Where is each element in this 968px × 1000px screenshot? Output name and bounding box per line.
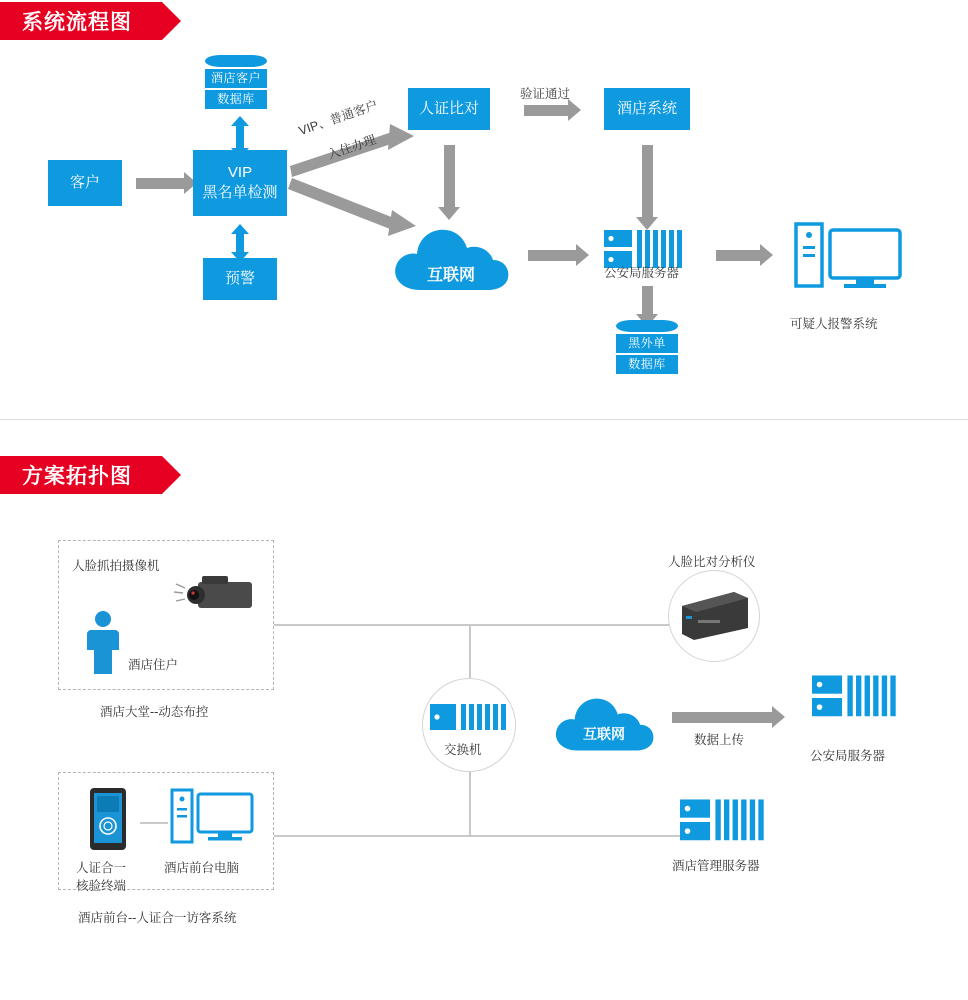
hotel-management-server-icon <box>680 796 768 848</box>
label-checkin-text: 入住办理 <box>325 132 378 163</box>
arrow-db-to-vip <box>236 126 244 148</box>
line-switch-to-hotel-server <box>469 835 689 837</box>
label-verify-pass-text: 验证通过 <box>520 87 571 101</box>
node-customer-label: 客户 <box>69 174 100 191</box>
section-banner-flow <box>0 2 162 40</box>
section-divider <box>0 419 968 420</box>
db-black-row1: 黑外单 <box>616 334 678 353</box>
arrow-verify-to-hotel-system <box>524 105 568 116</box>
face-analyzer-icon <box>678 592 750 642</box>
label-data-upload <box>694 730 744 748</box>
arrow-police-to-blacklist-db <box>642 286 653 314</box>
label-verify-pass <box>520 84 570 102</box>
label-face-analyzer-text: 人脸比对分析仪 <box>668 555 756 569</box>
front-desk-pc-icon <box>170 788 254 850</box>
section-banner-flow-label: 系统流程图 <box>22 11 132 34</box>
label-data-upload-text: 数据上传 <box>694 733 745 747</box>
label-id-terminal-line1: 人证合一 <box>76 861 127 875</box>
node-vip-label-2: 黑名单检测 <box>202 184 278 201</box>
label-alarm-system <box>790 314 878 332</box>
label-face-capture-camera-text: 人脸抓拍摄像机 <box>72 559 160 573</box>
section-banner-topology <box>0 456 162 494</box>
label-hotel-management-server-text: 酒店管理服务器 <box>672 859 760 873</box>
topology-internet-label: 互联网 <box>583 726 625 742</box>
label-topology-police-server <box>810 746 885 764</box>
hotel-customer-database <box>205 55 267 109</box>
label-lobby-caption-text: 酒店大堂--动态布控 <box>100 705 209 719</box>
node-vip-blacklist <box>193 150 287 216</box>
label-vip-normal-guest-text: VIP、普通客户 <box>296 97 380 139</box>
node-customer <box>48 160 122 206</box>
internet-cloud-label: 互联网 <box>426 267 475 284</box>
topology-police-server-icon <box>812 672 900 724</box>
arrow-hotel-system-to-police <box>642 145 653 217</box>
node-warning-label: 预警 <box>224 270 255 287</box>
label-lobby-caption <box>100 702 208 720</box>
camera-icon <box>172 570 264 622</box>
arrow-vip-to-warning <box>236 234 244 252</box>
hotel-resident-person-icon <box>82 610 128 676</box>
arrow-data-upload <box>672 712 772 723</box>
label-front-desk-caption-text: 酒店前台--人证合一访客系统 <box>78 911 237 925</box>
node-id-verification <box>408 88 490 130</box>
label-police-server <box>604 263 679 281</box>
label-id-terminal-line2: 核验终端 <box>76 879 127 893</box>
internet-cloud-icon <box>390 222 512 294</box>
label-hotel-resident-text: 酒店住户 <box>128 658 179 672</box>
label-hotel-resident <box>128 655 178 673</box>
arrow-verify-to-internet <box>444 145 455 207</box>
section-banner-topology-label: 方案拓扑图 <box>22 465 132 488</box>
label-hotel-management-server <box>672 856 760 874</box>
arrow-customer-to-vip <box>136 178 184 189</box>
db-black-row2: 数据库 <box>616 355 678 374</box>
label-police-server-text: 公安局服务器 <box>604 266 680 280</box>
db-hotel-row2: 数据库 <box>205 90 267 109</box>
label-topology-police-server-text: 公安局服务器 <box>810 749 886 763</box>
line-switch-to-analyzer <box>469 624 674 626</box>
id-verification-terminal-icon <box>86 788 130 854</box>
node-hotel-system <box>604 88 690 130</box>
line-terminal-to-pc <box>140 822 168 824</box>
switch-icon <box>430 700 508 734</box>
topology-internet-cloud-icon <box>551 692 657 754</box>
node-id-verification-label: 人证比对 <box>418 100 479 117</box>
db-hotel-row1: 酒店客户 <box>205 69 267 88</box>
label-face-capture-camera <box>72 556 160 574</box>
database-cap-icon <box>205 55 267 67</box>
arrow-police-to-alarm <box>716 250 760 261</box>
arrow-internet-to-police <box>528 250 576 261</box>
label-front-desk-caption <box>78 908 236 926</box>
label-alarm-system-text: 可疑人报警系统 <box>790 317 878 331</box>
label-switch <box>444 740 482 758</box>
line-frontdesk-to-switch <box>274 835 470 837</box>
label-switch-text: 交换机 <box>444 743 482 757</box>
blacklist-database <box>616 320 678 374</box>
line-lobby-to-switch <box>274 624 470 626</box>
node-hotel-system-label: 酒店系统 <box>616 100 677 117</box>
database-cap-icon-2 <box>616 320 678 332</box>
label-front-desk-pc-text: 酒店前台电脑 <box>164 861 240 875</box>
label-face-analyzer <box>668 552 756 570</box>
label-id-terminal <box>76 858 126 894</box>
node-warning <box>203 258 277 300</box>
alarm-system-pc-icon <box>794 222 904 299</box>
label-front-desk-pc <box>164 858 239 876</box>
node-vip-label-1: VIP <box>227 164 253 181</box>
